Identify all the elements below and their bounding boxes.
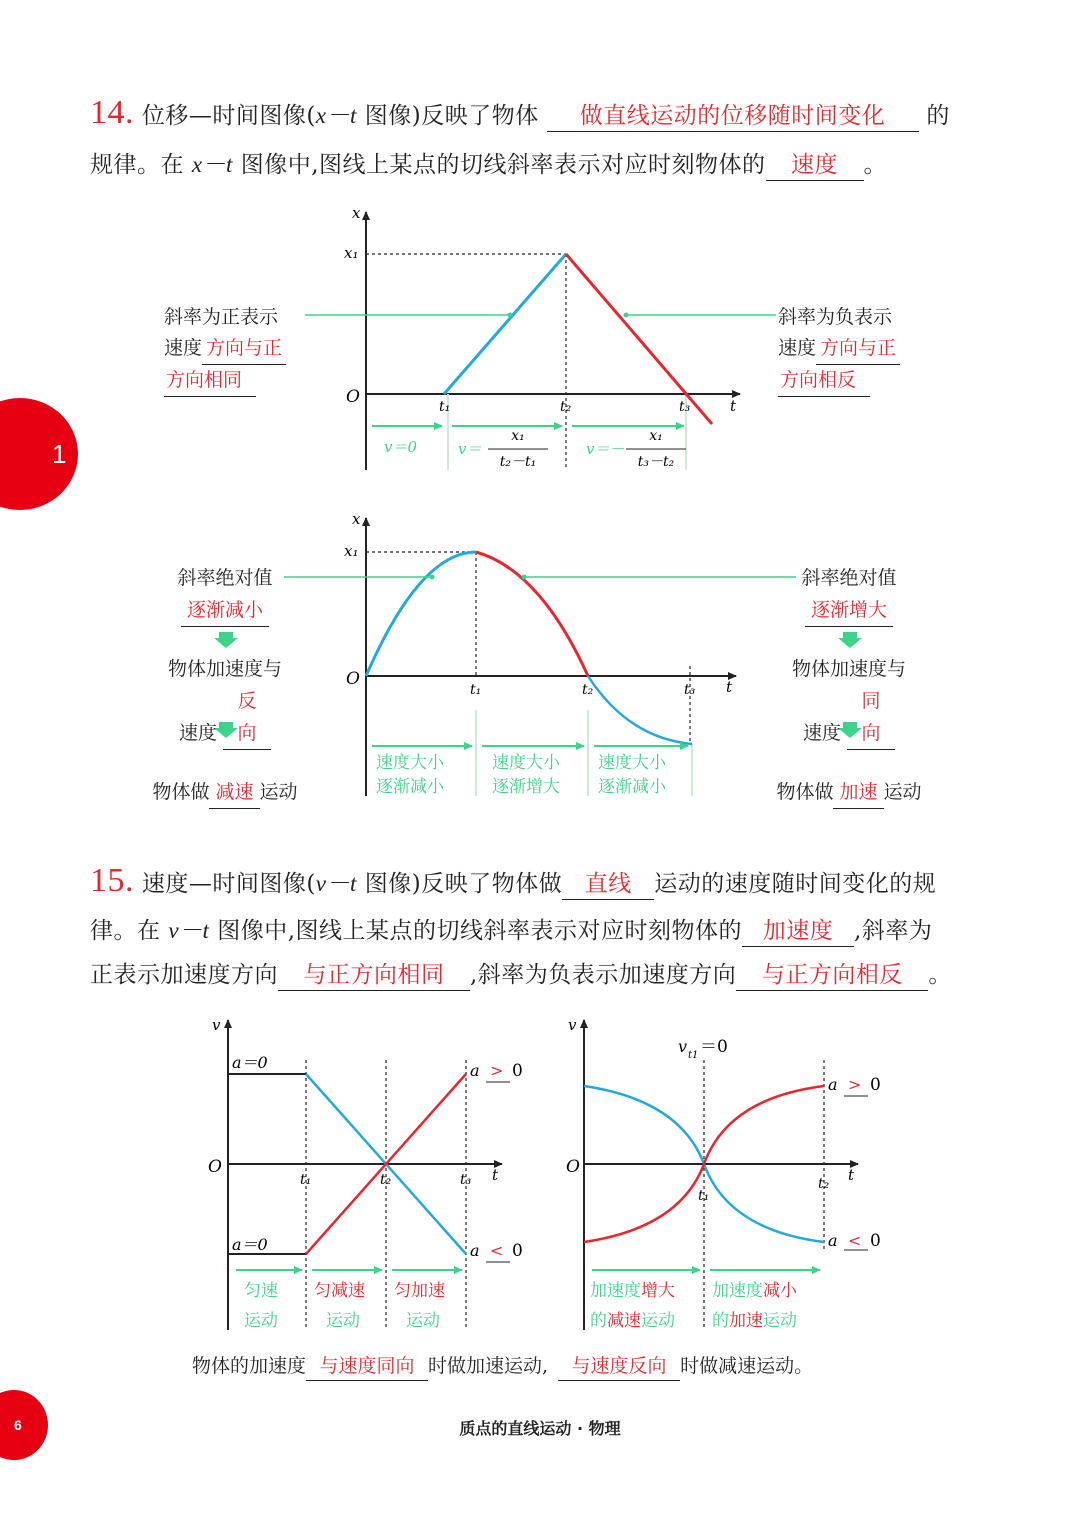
- q15-number: 15.: [90, 862, 134, 899]
- g3-t2: t₂: [380, 1172, 392, 1188]
- g3-a0-bottom: a＝0: [232, 1235, 268, 1254]
- g4-seg1-b: [590, 1311, 675, 1331]
- g2-seg2-b: 逐渐增大: [492, 777, 560, 797]
- g3-zero-neg: 0: [512, 1241, 523, 1261]
- g2-left-4: [130, 685, 320, 750]
- g2-t1: t₁: [470, 682, 482, 698]
- g3-a0-top: a＝0: [232, 1053, 268, 1072]
- g2-right-2-blank: 逐渐增大: [805, 594, 893, 627]
- g1-left-3-blank: 方向相同: [164, 365, 256, 397]
- g4-seg2-a: [712, 1281, 798, 1301]
- g2-left-3: 物体加速度与: [167, 658, 282, 680]
- g2-left-5: [130, 776, 320, 809]
- g1-left-2-blank: 方向与正: [202, 333, 286, 365]
- g2-left-4-blank: 反向: [223, 685, 271, 750]
- g3-seg1-b: 运动: [244, 1311, 278, 1331]
- g1-frac2-num: x₁: [649, 428, 663, 444]
- g3-t-label: t: [492, 1166, 499, 1184]
- g3-seg3-b: 运动: [406, 1311, 440, 1331]
- q15-blank-4: 与正方向相反: [736, 960, 928, 991]
- g2-left-2-blank: 逐渐减小: [181, 594, 269, 627]
- g4-seg1-b-end: 运动: [641, 1311, 675, 1331]
- graph-4: [566, 1016, 881, 1331]
- g2-t-label: t: [726, 678, 733, 696]
- g4-zero-pos: 0: [870, 1075, 881, 1095]
- g4-t-label: t: [848, 1166, 855, 1184]
- q15-blank-2: 加速度: [742, 916, 854, 947]
- g1-frac1-num: x₁: [511, 428, 525, 444]
- g3-seg3-a: 匀加速: [394, 1281, 445, 1301]
- g1-t3: t₃: [679, 399, 691, 415]
- g4-vt1-sub: t1: [688, 1050, 699, 1061]
- g1-t1: t₁: [439, 399, 451, 415]
- g1-right-3: [778, 365, 900, 397]
- g4-vt1-eq: ＝0: [700, 1037, 728, 1057]
- g2-origin: O: [346, 669, 360, 689]
- g1-right-2: [778, 333, 900, 365]
- g4-seg1-a: [590, 1281, 675, 1301]
- g4-curve-decelerating: [584, 1086, 704, 1164]
- g3-seg1-a: 匀速: [244, 1281, 278, 1301]
- g2-right-4-text: 速度: [802, 722, 841, 744]
- g4-curve-accelerating: [704, 1086, 824, 1164]
- g1-left-annotation: [164, 302, 286, 397]
- g1-right-annotation: [778, 302, 900, 397]
- g2-right-5-end: 运动: [883, 781, 922, 803]
- g1-leader-dot: [624, 313, 629, 318]
- q14-text: 的: [926, 103, 950, 129]
- g2-left-2: [130, 594, 320, 627]
- g4-seg1-a-blank: 增大: [641, 1281, 675, 1301]
- g4-a-neg: a: [828, 1231, 838, 1250]
- g1-left-1: 斜率为正表示: [164, 306, 279, 328]
- footer-title: 质点的直线运动 · 物理: [459, 1419, 621, 1438]
- g2-left-1: 斜率绝对值: [177, 567, 273, 589]
- g1-frac1-den: t₂－t₁: [499, 454, 537, 470]
- g4-seg1-b-text: 的: [590, 1311, 607, 1331]
- g1-leader-dot: [508, 313, 513, 318]
- g1-left-2-text: 速度: [164, 337, 203, 359]
- chapter-tab[interactable]: [0, 398, 78, 510]
- g1-right-1: 斜率为负表示: [778, 306, 893, 328]
- g2-right-annotation: [754, 562, 944, 809]
- g2-left-5-end: 运动: [259, 781, 298, 803]
- summary-line: [192, 1352, 813, 1381]
- q15-line2: [90, 916, 932, 947]
- q15-text: 。: [928, 962, 952, 988]
- q15-text: 运动的速度随时间变化的规: [654, 871, 937, 897]
- g3-zero-pos: 0: [512, 1061, 523, 1081]
- g4-seg2-a-text: 加速度: [712, 1281, 763, 1301]
- summary-blank-2: 与速度反向: [558, 1352, 680, 1381]
- summary-text: 时做加速运动,: [428, 1355, 549, 1377]
- g3-t3: t₃: [460, 1172, 472, 1188]
- g3-seg2-b: 运动: [326, 1311, 360, 1331]
- g3-origin: O: [208, 1157, 222, 1177]
- g1-x-label: x: [352, 204, 361, 222]
- graph-3: [208, 1016, 523, 1331]
- g2-right-4: [754, 685, 944, 750]
- g2-x1-label: x₁: [344, 542, 359, 560]
- g2-left-5-blank: 减速: [209, 776, 259, 809]
- g2-t2: t₂: [582, 682, 594, 698]
- g2-right-5-text: 物体做: [776, 781, 834, 803]
- g4-curve-accelerating-neg: [704, 1164, 824, 1242]
- g4-origin: O: [566, 1157, 580, 1177]
- g3-v-label: v: [212, 1016, 221, 1034]
- q15-text: ,斜率为: [854, 918, 933, 944]
- g2-seg1-b: 逐渐减小: [376, 777, 444, 797]
- q15-text: 图像中,图线上某点的切线斜率表示对应时刻物体的: [217, 918, 743, 944]
- g1-x1-label: x₁: [344, 244, 359, 262]
- g1-left-3: [164, 365, 286, 397]
- g2-curve-negative: [588, 676, 692, 744]
- g4-lt: <: [848, 1231, 862, 1250]
- g1-left-2: [164, 333, 286, 365]
- g2-left-annotation: [130, 562, 320, 809]
- g2-right-5: [754, 776, 944, 809]
- g2-seg3-a: 速度大小: [598, 753, 666, 773]
- g2-curve-rising: [366, 552, 476, 676]
- q14-text: 图像)反映了物体: [364, 103, 539, 129]
- q15-line1: [90, 862, 937, 900]
- q14-text: 图像中,图线上某点的切线斜率表示对应时刻物体的: [240, 152, 766, 178]
- summary-blank-1: 与速度同向: [306, 1352, 428, 1381]
- g1-t-label: t: [730, 397, 737, 415]
- g1-right-2-text: 速度: [778, 337, 817, 359]
- g3-gt: >: [490, 1061, 504, 1080]
- page-number: 6: [14, 1417, 22, 1433]
- g2-seg3-b: 逐渐减小: [598, 777, 666, 797]
- g1-v-eq: v＝: [458, 440, 482, 458]
- g4-seg2-b-end: 运动: [763, 1311, 797, 1331]
- g2-seg1-a: 速度大小: [376, 753, 444, 773]
- g2-right-spacer: [754, 627, 944, 653]
- g2-left-5-text: 物体做: [152, 781, 210, 803]
- g4-a-pos: a: [828, 1075, 838, 1094]
- g4-curve-decelerating-neg: [584, 1164, 704, 1242]
- g2-t3: t₃: [684, 682, 696, 698]
- graph-1: [305, 204, 776, 470]
- q14-var: x－t: [191, 152, 233, 177]
- g2-right-1: 斜率绝对值: [801, 567, 897, 589]
- q15-text: ,斜率为负表示加速度方向: [470, 962, 737, 988]
- q15-text: 图像)反映了物体做: [364, 871, 563, 897]
- g2-leader-dot: [430, 575, 435, 580]
- g4-seg2-b: [712, 1311, 797, 1331]
- q15-var: v－t: [315, 871, 357, 896]
- q15-text: 正表示加速度方向: [90, 962, 278, 988]
- g2-right-2: [754, 594, 944, 627]
- g2-right-3: 物体加速度与: [791, 658, 906, 680]
- g2-curve-falling: [476, 552, 588, 676]
- g2-right-4-blank: 同向: [847, 685, 895, 750]
- q14-var: x－t: [315, 103, 357, 128]
- g1-right-2-blank: 方向与正: [816, 333, 900, 365]
- g2-leader-dot: [522, 575, 527, 580]
- g1-frac2-den: t₃－t₂: [637, 454, 675, 470]
- q15-blank-1: 直线: [562, 869, 654, 900]
- q15-text: 速度—时间图像(: [141, 871, 316, 897]
- g4-seg2-b-blank: 加速: [729, 1311, 763, 1331]
- q15-line3: [90, 960, 952, 991]
- q14-number: 14.: [90, 94, 134, 131]
- g2-x-label: x: [352, 510, 361, 528]
- summary-text: 时做减速运动。: [680, 1355, 814, 1377]
- g2-right-5-blank: 加速: [833, 776, 883, 809]
- g4-t1: t₁: [698, 1188, 710, 1204]
- g2-left-spacer: [130, 750, 320, 776]
- q15-blank-3: 与正方向相同: [278, 960, 470, 991]
- summary-text: 物体的加速度: [192, 1355, 307, 1377]
- q14-blank-2: 速度: [766, 150, 864, 181]
- g1-right-3-blank: 方向相反: [778, 365, 870, 397]
- q14-text: 规律。在: [90, 152, 184, 178]
- q15-var: v－t: [168, 918, 210, 943]
- q14-text: 位移—时间图像(: [141, 103, 316, 129]
- g4-vt1: v: [678, 1037, 688, 1056]
- g2-seg2-a: 速度大小: [492, 753, 560, 773]
- g1-line-rising: [444, 254, 566, 394]
- g3-lt: <: [490, 1241, 504, 1260]
- g3-a-pos: a: [470, 1061, 480, 1080]
- g4-seg2-a-blank: 减小: [763, 1281, 797, 1301]
- g3-t1: t₁: [300, 1172, 312, 1188]
- q14-text: 。: [863, 152, 888, 178]
- g2-left-4-text: 速度: [178, 722, 217, 744]
- chapter-tab-label: 1: [52, 439, 67, 469]
- g4-v-label: v: [568, 1016, 577, 1034]
- g2-left-spacer: [130, 627, 320, 653]
- g1-v-neg: v＝－: [586, 440, 625, 458]
- g3-seg2-a: 匀减速: [314, 1281, 365, 1301]
- q15-text: 律。在: [90, 918, 161, 944]
- g1-origin: O: [346, 387, 360, 407]
- g1-t2: t₂: [560, 399, 572, 415]
- g4-zero-neg: 0: [870, 1231, 881, 1251]
- g2-right-spacer: [754, 750, 944, 776]
- g4-seg2-b-text: 的: [712, 1311, 729, 1331]
- g4-t2: t₂: [818, 1176, 830, 1192]
- q14-blank-1: 做直线运动的位移随时间变化: [547, 101, 919, 132]
- g4-seg1-a-text: 加速度: [590, 1281, 641, 1301]
- g3-a-neg: a: [470, 1241, 480, 1260]
- g4-seg1-b-blank: 减速: [607, 1311, 641, 1331]
- g1-v0: v＝0: [384, 438, 418, 456]
- g4-gt: >: [848, 1075, 862, 1094]
